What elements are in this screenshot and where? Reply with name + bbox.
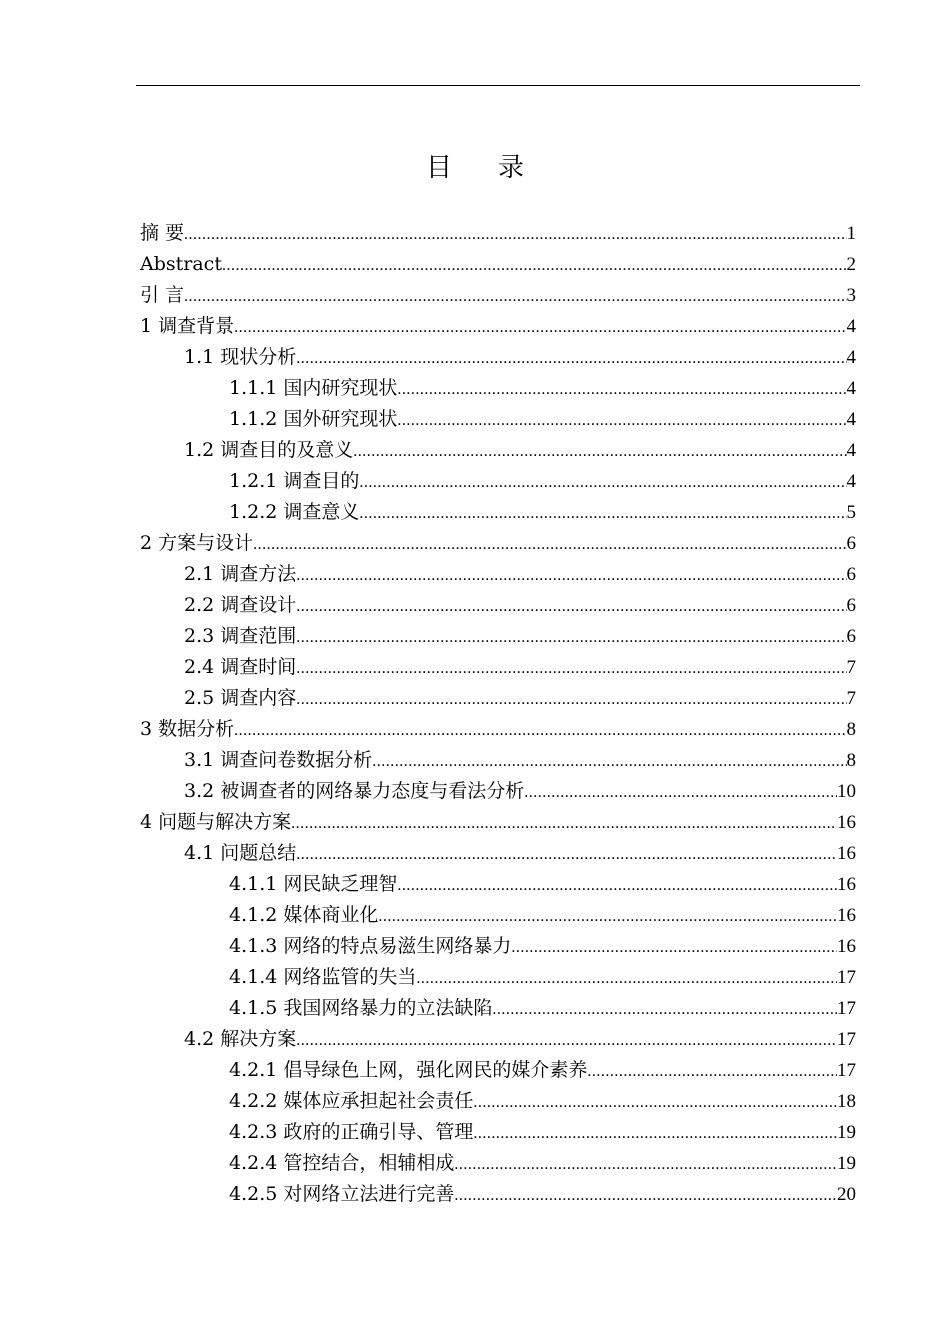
toc-entry-page: 19 — [837, 1153, 856, 1174]
toc-entry-label: 2.1 调查方法 — [184, 563, 297, 585]
toc-entry[interactable] — [140, 497, 856, 528]
toc-leader-dots — [296, 684, 846, 715]
toc-leader-dots — [253, 529, 846, 560]
toc-entry-label: 1 调查背景 — [140, 315, 235, 337]
toc-entry-page: 8 — [846, 750, 856, 771]
toc-entry-label: Abstract — [140, 253, 222, 275]
toc-leader-dots — [222, 250, 847, 281]
toc-entry[interactable] — [140, 1117, 856, 1148]
toc-leader-dots — [397, 405, 846, 436]
toc-leader-dots — [296, 622, 846, 653]
toc-entry-page: 17 — [837, 967, 856, 988]
toc-entry-label: 4.1.3 网络的特点易滋生网络暴力 — [229, 935, 512, 957]
toc-entry-label: 2.2 调查设计 — [184, 594, 297, 616]
toc-entry-label: 4.2.3 政府的正确引导、管理 — [229, 1121, 474, 1143]
toc-leader-dots — [454, 1149, 837, 1180]
toc-entry[interactable] — [140, 342, 856, 373]
toc-leader-dots — [473, 1087, 837, 1118]
toc-leader-dots — [524, 777, 837, 808]
toc-entry-label: 4.2.4 管控结合，相辅相成 — [229, 1152, 455, 1174]
toc-leader-dots — [454, 1180, 837, 1211]
toc-entry-label: 4.1.4 网络监管的失当 — [229, 966, 417, 988]
toc-entry[interactable] — [140, 1055, 856, 1086]
toc-leader-dots — [587, 1056, 837, 1087]
toc-leader-dots — [296, 1025, 837, 1056]
toc-leader-dots — [296, 839, 837, 870]
toc-entry-label: 4.2.5 对网络立法进行完善 — [229, 1183, 455, 1205]
toc-leader-dots — [397, 870, 837, 901]
toc-entry[interactable] — [140, 466, 856, 497]
toc-leader-dots — [353, 436, 846, 467]
toc-entry-label: 1.2 调查目的及意义 — [184, 439, 354, 461]
toc-entry[interactable] — [140, 900, 856, 931]
toc-entry[interactable] — [140, 714, 856, 745]
toc-entry-label: 1.1.2 国外研究现状 — [229, 408, 398, 430]
toc-entry-page: 16 — [837, 843, 856, 864]
toc-entry-label: 2 方案与设计 — [140, 532, 254, 554]
toc-entry-label: 4.1.2 媒体商业化 — [229, 904, 379, 926]
toc-entry[interactable] — [140, 590, 856, 621]
toc-leader-dots — [511, 932, 837, 963]
toc-entry-page: 8 — [846, 719, 856, 740]
page-title — [0, 150, 950, 186]
toc-entry[interactable] — [140, 528, 856, 559]
toc-entry-label: 2.3 调查范围 — [184, 625, 297, 647]
toc-entry[interactable] — [140, 218, 856, 249]
toc-entry-page: 4 — [846, 471, 856, 492]
toc-entry-label: 4.2.1 倡导绿色上网，强化网民的媒介素养 — [229, 1059, 588, 1081]
toc-entry-page: 16 — [837, 936, 856, 957]
toc-entry[interactable] — [140, 869, 856, 900]
toc-entry-label: 3.2 被调查者的网络暴力态度与看法分析 — [184, 780, 525, 802]
toc-entry[interactable] — [140, 1179, 856, 1210]
toc-entry-page: 4 — [846, 316, 856, 337]
toc-entry[interactable] — [140, 993, 856, 1024]
toc-leader-dots — [492, 994, 837, 1025]
toc-entry-page: 6 — [846, 533, 856, 554]
toc-entry-label: 3 数据分析 — [140, 718, 235, 740]
toc-entry-label: 引 言 — [140, 284, 185, 306]
toc-entry-label: 4.1.1 网民缺乏理智 — [229, 873, 398, 895]
toc-entry-label: 2.4 调查时间 — [184, 656, 297, 678]
toc-entry[interactable] — [140, 435, 856, 466]
toc-entry-page: 20 — [837, 1184, 856, 1205]
header-rule — [136, 85, 860, 86]
toc-entry-page: 6 — [846, 626, 856, 647]
toc-leader-dots — [296, 591, 846, 622]
toc-leader-dots — [473, 1118, 837, 1149]
toc-entry-label: 1.2.1 调查目的 — [229, 470, 360, 492]
toc-entry[interactable] — [140, 311, 856, 342]
toc-leader-dots — [291, 808, 837, 839]
toc-entry-label: 4.1 问题总结 — [184, 842, 297, 864]
toc-entry-page: 6 — [846, 564, 856, 585]
toc-entry[interactable] — [140, 652, 856, 683]
toc-entry-label: 2.5 调查内容 — [184, 687, 297, 709]
toc-leader-dots — [296, 343, 846, 374]
toc-entry[interactable] — [140, 807, 856, 838]
toc-entry-page: 16 — [837, 812, 856, 833]
toc-entry-label: 1.2.2 调查意义 — [229, 501, 360, 523]
toc-entry[interactable] — [140, 621, 856, 652]
toc-entry[interactable] — [140, 1024, 856, 1055]
toc-leader-dots — [359, 467, 846, 498]
toc-leader-dots — [296, 653, 846, 684]
toc-entry[interactable] — [140, 683, 856, 714]
toc-entry[interactable] — [140, 249, 856, 280]
toc-entry-page: 16 — [837, 905, 856, 926]
toc-leader-dots — [234, 715, 846, 746]
toc-entry-page: 7 — [846, 657, 856, 678]
toc-leader-dots — [416, 963, 837, 994]
toc-entry[interactable] — [140, 559, 856, 590]
toc-entry-page: 19 — [837, 1122, 856, 1143]
toc-entry-label: 4 问题与解决方案 — [140, 811, 292, 833]
title-char-2: 录 — [498, 153, 525, 183]
toc-entry[interactable] — [140, 776, 856, 807]
toc-leader-dots — [184, 281, 846, 312]
toc-entry-label: 4.2.2 媒体应承担起社会责任 — [229, 1090, 474, 1112]
toc-entry[interactable] — [140, 1086, 856, 1117]
toc-entry-label: 3.1 调查问卷数据分析 — [184, 749, 373, 771]
toc-entry-page: 4 — [846, 409, 856, 430]
toc-entry[interactable] — [140, 745, 856, 776]
toc-entry-page: 2 — [846, 254, 856, 275]
toc-entry-page: 7 — [846, 688, 856, 709]
toc-entry-page: 1 — [846, 223, 856, 244]
toc-entry[interactable] — [140, 373, 856, 404]
toc-leader-dots — [359, 498, 846, 529]
toc-entry-page: 16 — [837, 874, 856, 895]
toc-entry-page: 5 — [846, 502, 856, 523]
toc-leader-dots — [296, 560, 846, 591]
toc-entry-label: 4.2 解决方案 — [184, 1028, 297, 1050]
toc-entry[interactable] — [140, 838, 856, 869]
toc-entry[interactable] — [140, 404, 856, 435]
toc-entry[interactable] — [140, 931, 856, 962]
toc-entry-label: 4.1.5 我国网络暴力的立法缺陷 — [229, 997, 493, 1019]
toc-leader-dots — [234, 312, 846, 343]
toc-entry-page: 4 — [846, 440, 856, 461]
toc-entry-page: 17 — [837, 1060, 856, 1081]
toc-leader-dots — [372, 746, 846, 777]
table-of-contents — [140, 218, 856, 1210]
toc-entry-page: 3 — [846, 285, 856, 306]
toc-entry-page: 6 — [846, 595, 856, 616]
toc-leader-dots — [378, 901, 837, 932]
toc-entry-page: 4 — [846, 378, 856, 399]
toc-entry-label: 1.1 现状分析 — [184, 346, 297, 368]
toc-leader-dots — [184, 219, 846, 250]
toc-entry[interactable] — [140, 962, 856, 993]
toc-entry[interactable] — [140, 1148, 856, 1179]
toc-entry-label: 摘 要 — [140, 222, 185, 244]
toc-entry-page: 4 — [846, 347, 856, 368]
toc-entry-label: 1.1.1 国内研究现状 — [229, 377, 398, 399]
toc-leader-dots — [397, 374, 846, 405]
toc-entry[interactable] — [140, 280, 856, 311]
toc-entry-page: 10 — [837, 781, 856, 802]
toc-entry-page: 18 — [837, 1091, 856, 1112]
toc-entry-page: 17 — [837, 1029, 856, 1050]
toc-entry-page: 17 — [837, 998, 856, 1019]
title-char-1: 目 — [425, 153, 452, 183]
